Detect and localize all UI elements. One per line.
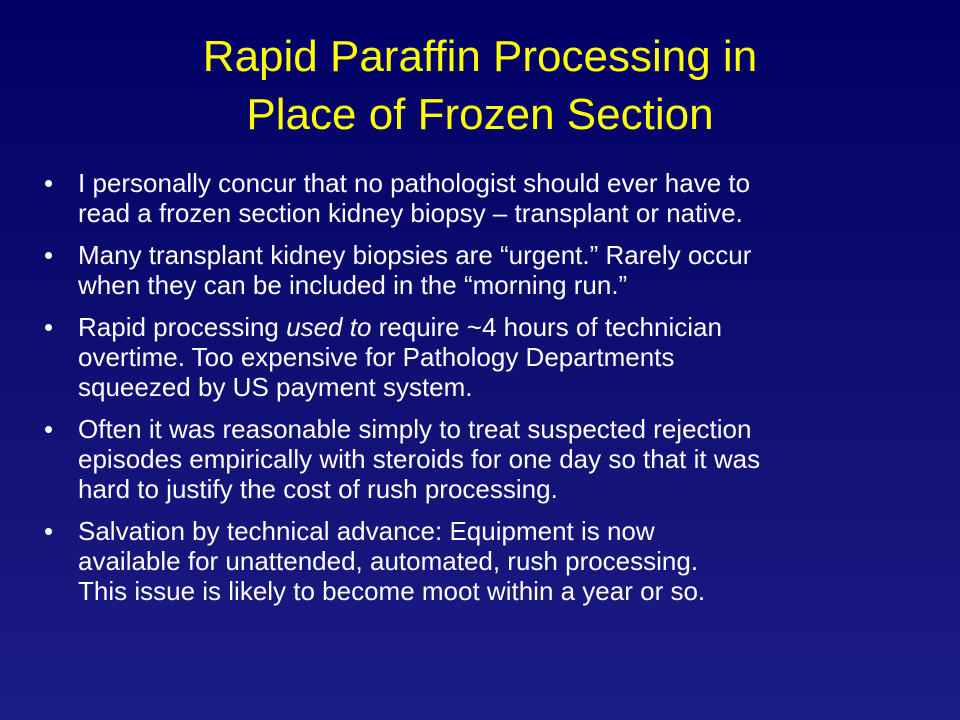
- bullet-line: hard to justify the cost of rush processing.: [78, 474, 558, 504]
- bullet-dot-icon: •: [44, 414, 54, 444]
- bullet-emphasis: used to: [286, 312, 372, 342]
- bullet-item: [44, 312, 934, 402]
- slide-title-line: Rapid Paraffin Processing in: [202, 32, 758, 81]
- bullet-line: read a frozen section kidney biopsy – transplant or native.: [78, 198, 743, 228]
- bullet-text: [78, 516, 934, 606]
- bullet-line: overtime. Too expensive for Pathology Departments: [78, 342, 675, 372]
- bullet-dot-icon: •: [44, 516, 54, 546]
- bullet-line: I personally concur that no pathologist should ever have to: [78, 168, 751, 198]
- bullet-line: [78, 312, 934, 342]
- bullet-text-segment: require ~4 hours of technician: [371, 312, 722, 342]
- bullet-line: Salvation by technical advance: Equipment is now: [78, 516, 655, 546]
- bullet-text: [78, 414, 934, 504]
- bullet-text-segment: Rapid processing: [78, 312, 287, 342]
- bullet-line: Many transplant kidney biopsies are “urgent.” Rarely occur: [78, 240, 752, 270]
- bullet-dot-icon: •: [44, 240, 54, 270]
- bullet-list: [44, 168, 934, 618]
- bullet-line: when they can be included in the “morning run.”: [78, 270, 628, 300]
- slide-title: [0, 28, 960, 144]
- bullet-line: squeezed by US payment system.: [78, 372, 473, 402]
- bullet-line: episodes empirically with steroids for one day so that it was: [78, 444, 761, 474]
- bullet-line: available for unattended, automated, rush processing.: [78, 546, 699, 576]
- bullet-item: [44, 414, 934, 504]
- bullet-dot-icon: •: [44, 168, 54, 198]
- bullet-dot-icon: •: [44, 312, 54, 342]
- bullet-line: Often it was reasonable simply to treat suspected rejection: [78, 414, 752, 444]
- bullet-text: [78, 312, 934, 402]
- bullet-text: [78, 168, 934, 228]
- bullet-item: [44, 516, 934, 606]
- bullet-text: [78, 240, 934, 300]
- bullet-item: [44, 168, 934, 228]
- bullet-item: [44, 240, 934, 300]
- slide-title-line: Place of Frozen Section: [246, 90, 714, 139]
- bullet-line: This issue is likely to become moot within a year or so.: [78, 576, 706, 606]
